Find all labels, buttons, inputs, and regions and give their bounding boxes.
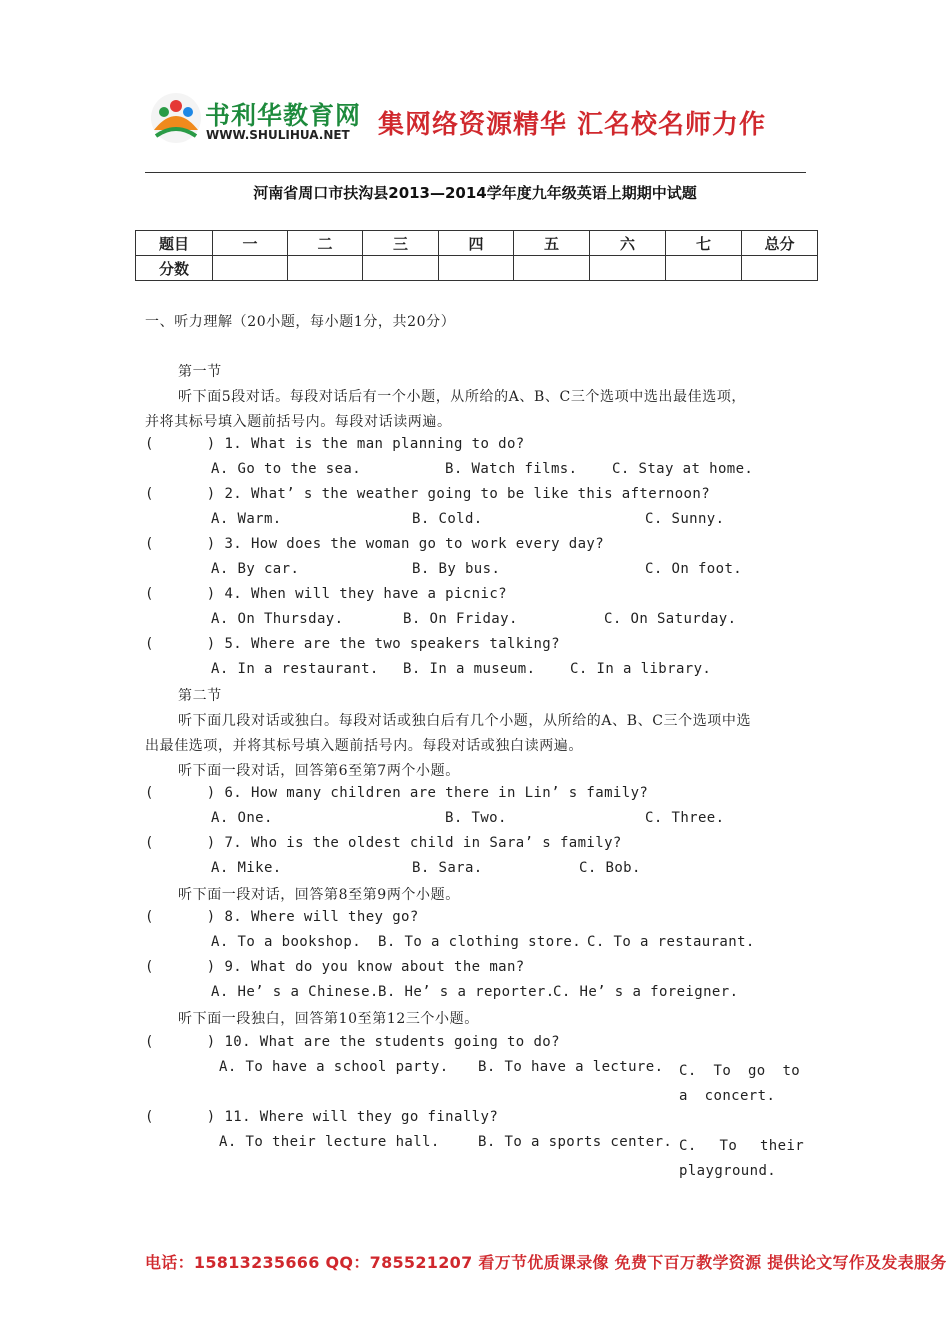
- option-c: C. Sunny.: [645, 511, 725, 527]
- question-10: ( ) 10. What are the students going to do?: [145, 1034, 560, 1050]
- instruction-text: 听下面5段对话。每段对话后有一个小题，从所给的A、B、C三个选项中选出最佳选项，: [178, 389, 747, 405]
- option-b: B. He’ s a reporter.: [378, 984, 555, 1000]
- table-cell: 四: [439, 231, 514, 256]
- option-a: A. Warm.: [211, 511, 282, 527]
- page-title: 河南省周口市扶沟县2013—2014学年度九年级英语上期期中试题: [253, 184, 697, 202]
- shulihua-logo-icon: [150, 92, 202, 144]
- table-cell: 分数: [136, 256, 213, 281]
- option-c: C. To go to a concert.: [679, 1063, 801, 1104]
- table-cell: 二: [288, 231, 363, 256]
- header-slogan: 集网络资源精华 汇名校名师力作: [378, 110, 767, 140]
- option-a: A. By car.: [211, 561, 300, 577]
- sub-instruction: 听下面一段独白，回答第10至第12三个小题。: [178, 1011, 479, 1027]
- option-b: B. Two.: [445, 810, 507, 826]
- score-table-header-row: [136, 231, 818, 256]
- option-c: C. Stay at home.: [612, 461, 754, 477]
- part-label: 第一节: [178, 364, 222, 380]
- instruction-text: 听下面几段对话或独白。每段对话或独白后有几个小题，从所给的A、B、C三个选项中选: [178, 713, 752, 729]
- table-cell: 七: [666, 231, 742, 256]
- option-b: B. To a sports center.: [478, 1134, 673, 1150]
- score-input-cell[interactable]: [514, 256, 590, 281]
- option-b: B. To have a lecture.: [478, 1059, 664, 1075]
- score-input-cell[interactable]: [439, 256, 514, 281]
- table-cell: 五: [514, 231, 590, 256]
- option-a: A. In a restaurant.: [211, 661, 379, 677]
- table-cell: 题目: [136, 231, 213, 256]
- option-a: A. He’ s a Chinese.: [211, 984, 379, 1000]
- score-input-cell[interactable]: [666, 256, 742, 281]
- table-cell: 六: [590, 231, 666, 256]
- option-a: A. One.: [211, 810, 273, 826]
- part-label: 第二节: [178, 688, 222, 704]
- footer-banner: 电话：15813235666 QQ：785521207 看万节优质课录像 免费下百万教学资源 提供论文写作及发表服务: [145, 1253, 947, 1272]
- score-table-score-row: [136, 256, 818, 281]
- option-b: B. Cold.: [412, 511, 483, 527]
- option-a: A. Mike.: [211, 860, 282, 876]
- option-a: A. To their lecture hall.: [219, 1134, 440, 1150]
- option-b: B. To a clothing store.: [378, 934, 582, 950]
- option-b: B. On Friday.: [403, 611, 518, 627]
- score-input-cell[interactable]: [213, 256, 288, 281]
- option-b: B. By bus.: [412, 561, 501, 577]
- option-c: C. On Saturday.: [604, 611, 737, 627]
- sub-instruction: 听下面一段对话，回答第8至第9两个小题。: [178, 887, 460, 903]
- question-2: ( ) 2. What’ s the weather going to be like this afternoon?: [145, 486, 711, 502]
- table-cell: 三: [363, 231, 439, 256]
- score-input-cell[interactable]: [363, 256, 439, 281]
- header-divider: [145, 172, 806, 173]
- score-input-cell[interactable]: [590, 256, 666, 281]
- question-6: ( ) 6. How many children are there in Lin’ s family?: [145, 785, 649, 801]
- question-7: ( ) 7. Who is the oldest child in Sara’ s family?: [145, 835, 622, 851]
- table-cell: 总分: [742, 231, 818, 256]
- option-a: A. On Thursday.: [211, 611, 344, 627]
- logo-text: 书利华教育网: [205, 101, 362, 130]
- option-b: B. Watch films.: [445, 461, 578, 477]
- question-8: ( ) 8. Where will they go?: [145, 909, 419, 925]
- question-5: ( ) 5. Where are the two speakers talking?: [145, 636, 560, 652]
- logo-url: WWW.SHULIHUA.NET: [206, 128, 350, 142]
- option-b: B. Sara.: [412, 860, 483, 876]
- option-b: B. In a museum.: [403, 661, 536, 677]
- table-cell: 一: [213, 231, 288, 256]
- option-c: C. In a library.: [570, 661, 712, 677]
- question-1: ( ) 1. What is the man planning to do?: [145, 436, 525, 452]
- instruction-text: 出最佳选项，并将其标号填入题前括号内。每段对话或独白读两遍。: [145, 738, 583, 754]
- sub-instruction: 听下面一段对话，回答第6至第7两个小题。: [178, 763, 460, 779]
- question-9: ( ) 9. What do you know about the man?: [145, 959, 525, 975]
- score-input-cell[interactable]: [288, 256, 363, 281]
- score-input-cell[interactable]: [742, 256, 818, 281]
- question-4: ( ) 4. When will they have a picnic?: [145, 586, 507, 602]
- option-a: A. To have a school party.: [219, 1059, 449, 1075]
- option-a: A. To a bookshop.: [211, 934, 362, 950]
- option-c: C. On foot.: [645, 561, 743, 577]
- option-c: C. He’ s a foreigner.: [553, 984, 739, 1000]
- option-c: C. To their playground.: [679, 1138, 805, 1179]
- option-c: C. To a restaurant.: [587, 934, 755, 950]
- instruction-text: 并将其标号填入题前括号内。每段对话读两遍。: [145, 414, 452, 430]
- score-table: [135, 230, 818, 281]
- question-3: ( ) 3. How does the woman go to work every day?: [145, 536, 605, 552]
- option-c: C. Three.: [645, 810, 725, 826]
- option-a: A. Go to the sea.: [211, 461, 362, 477]
- option-c: C. Bob.: [579, 860, 641, 876]
- section-heading: 一、听力理解（20小题，每小题1分，共20分）: [145, 314, 456, 330]
- question-11: ( ) 11. Where will they go finally?: [145, 1109, 499, 1125]
